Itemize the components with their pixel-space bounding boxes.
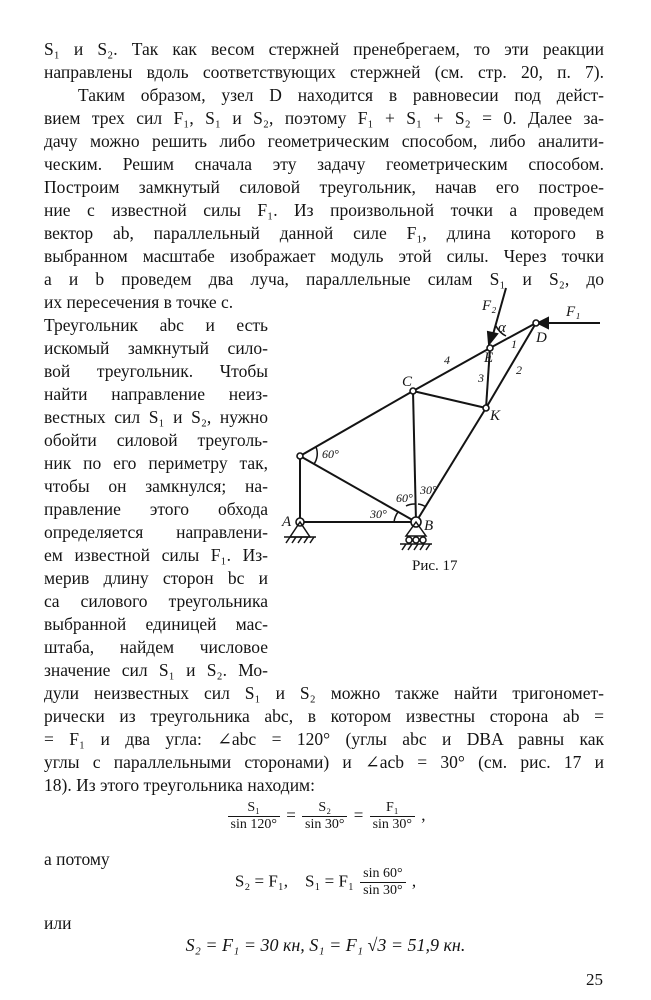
- text-line: мерив длину сторон bc и: [44, 568, 268, 588]
- member-left-C: [300, 391, 413, 456]
- text-line: a и b проведем два луча, параллельные силам S₁ и S₂, до: [44, 269, 604, 289]
- text-line: или: [44, 913, 72, 933]
- label-60-B: 60°: [396, 491, 413, 505]
- label-D: D: [536, 330, 547, 346]
- text-line: = F₁ и два угла: ∠abc = 120° (углы abc и DBA равны как: [44, 729, 604, 749]
- text-line: ческим. Решим сначала эту задачу геометрическим способом.: [44, 154, 604, 174]
- text-line: значение сил S₁ и S₂. Мо-: [44, 660, 268, 680]
- text-line: направлены вдоль соответствующих стержней (см. стр. 20, п. 7).: [44, 62, 604, 82]
- text-line: Построим замкнутый силовой треугольник, начав его построе-: [44, 177, 604, 197]
- text-line: обойти силовой треуголь-: [44, 430, 268, 450]
- label-30-B: 30°: [420, 483, 437, 497]
- text-line: вой треугольник. Чтобы: [44, 361, 268, 381]
- member-C-K: [413, 391, 486, 408]
- text-line: выбранном масштабе изображает модуль этой силы. Через точки: [44, 246, 604, 266]
- angle-arc-B-right: [418, 504, 426, 507]
- text-line: штаба, найдем числовое: [44, 637, 268, 657]
- text-line: дули неизвестных сил S₁ и S₂ можно также найти тригономет-: [44, 683, 604, 703]
- label-2: 2: [516, 363, 522, 377]
- text-line: найти направление неиз-: [44, 384, 268, 404]
- fraction: $\frac{\text{F₁}}{\sin 30^\circ}$: [370, 800, 415, 833]
- fraction: $\frac{\text{S₂}}{\sin 30^\circ}$: [302, 800, 347, 833]
- label-F1: F₁: [566, 304, 581, 320]
- formula-result: S₂ = F₁ = 30 кн, S₁ = F₁ √3 = 51,9 кн.: [185, 935, 466, 955]
- node-left: [297, 453, 303, 459]
- text-line: вестных сил S₁ и S₂, нужно: [44, 407, 268, 427]
- text-line: ca силового треугольника: [44, 591, 268, 611]
- member-left-B: [300, 456, 416, 522]
- label-60-left: 60°: [322, 447, 339, 461]
- label-E: E: [484, 350, 494, 366]
- label-alpha: α: [498, 320, 506, 336]
- label-1: 1: [511, 337, 517, 351]
- text-line: ние с известной силы F₁. Из произвольной точки a проведем: [44, 200, 604, 220]
- truss-figure: [278, 280, 608, 580]
- text-line: вектор ab, параллельный данной силе F₁, длина которого в: [44, 223, 604, 243]
- text-line: правление этого обхода: [44, 499, 268, 519]
- text-line: определяется направлени-: [44, 522, 268, 542]
- node-D: [533, 320, 539, 326]
- text-line: Таким образом, узел D находится в равновесии под дейст-: [78, 85, 604, 105]
- text-line: ник по его периметру так,: [44, 453, 268, 473]
- text-line: рически из треугольника abc, в котором известны сторона ab =: [44, 706, 604, 726]
- figure-caption: Рис. 17: [412, 558, 458, 574]
- label-B: B: [424, 518, 434, 534]
- text-line: вием трех сил F₁, S₁ и S₂, поэтому F₁ + S₁ + S₂ = 0. Далее за-: [44, 108, 604, 128]
- label-F2: F₂: [482, 298, 497, 314]
- formula-s2: S₂ = F₁, S₁ = F₁ $\frac{\sin 60^\circ}{\sin 30^\circ}$ ,: [234, 866, 417, 898]
- label-K: K: [490, 408, 501, 424]
- text-line: их пересечения в точке c.: [44, 292, 234, 312]
- member-K-B: [416, 408, 486, 522]
- label-C: C: [402, 374, 413, 390]
- angle-arc-B-left: [394, 512, 398, 522]
- label-4: 4: [444, 353, 450, 367]
- text-line: чтобы он замкнулся; на-: [44, 476, 268, 496]
- text-line: Треугольник abc и есть: [44, 315, 268, 335]
- node-K: [483, 405, 489, 411]
- label-30-AB: 30°: [370, 507, 387, 521]
- label-3: 3: [478, 371, 484, 385]
- force-F2-arrowhead: [488, 332, 497, 344]
- page-number: 25: [586, 970, 603, 989]
- text-line: искомый замкнутый сило-: [44, 338, 268, 358]
- text-line: дачу можно решить либо геометрическим способом, либо аналити-: [44, 131, 604, 151]
- angle-arc-left: [314, 447, 317, 464]
- text-line: выбранной единицей мас-: [44, 614, 268, 634]
- label-A: A: [282, 514, 292, 530]
- member-C-B: [413, 391, 416, 522]
- text-line: S₁ и S₂. Так как весом стержней пренебрегаем, то эти реакции: [44, 39, 604, 59]
- text-line: а потому: [44, 849, 110, 869]
- fraction: $\frac{\sin 60^\circ}{\sin 30^\circ}$: [360, 866, 405, 899]
- text-line: ем известной силы F₁. Из-: [44, 545, 268, 565]
- fraction: $\frac{\text{S₁}}{\sin 120^\circ}$: [228, 800, 280, 833]
- text-line: 18). Из этого треугольника находим:: [44, 775, 315, 795]
- formula-ratio: $\frac{\text{S₁}}{\sin 120^\circ}$ = $\frac{\text{S₂}}{\sin 30^\circ}$ = $\frac{\text{F₁}}{\sin 30^\circ}$ ,: [0, 800, 651, 833]
- text-line: углы с параллельными сторонами) и ∠acb = 30° (см. рис. 17 и: [44, 752, 604, 772]
